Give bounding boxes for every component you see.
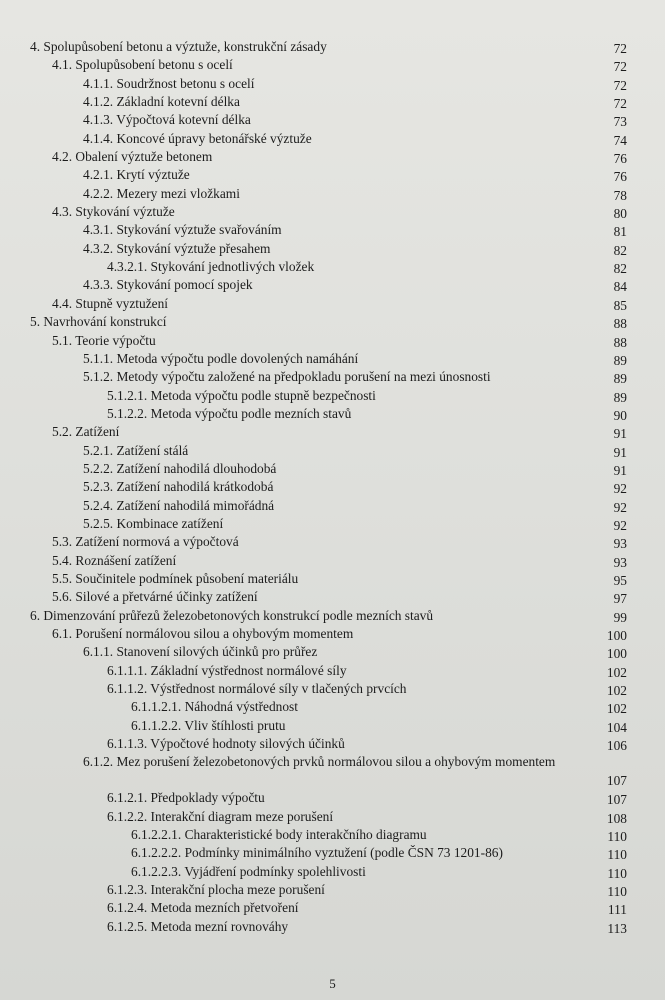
toc-entry-page: 76 [613,169,627,185]
toc-entry-title: 5.1.1. Metoda výpočtu podle dovolených namáhání [83,350,359,366]
toc-entry [0,93,665,111]
toc-entry-page: 72 [613,59,627,75]
toc-entry [0,166,665,184]
toc-entry-title: 6.1.2.2.2. Podmínky minimálního vyztužení (podle ČSN 73 1201-86) [131,845,503,861]
toc-entry [0,185,665,203]
toc-entry [0,38,665,56]
toc-entry-page: 102 [606,664,627,680]
toc-entry-title: 5.2. Zatížení [52,424,120,440]
toc-entry-title: 5.1.2. Metody výpočtu založené na předpokladu porušení na mezi únosnosti [83,369,491,385]
table-of-contents [0,38,665,936]
toc-entry-page: 82 [613,242,627,258]
toc-entry-page: 91 [613,426,627,442]
toc-entry [0,863,665,881]
toc-entry [0,698,665,716]
toc-entry [0,753,665,789]
toc-entry [0,717,665,735]
toc-entry [0,56,665,74]
toc-entry [0,497,665,515]
toc-entry-title: 5.2.4. Zatížení nahodilá mimořádná [83,497,275,513]
toc-entry-page: 92 [613,517,627,533]
toc-entry-title: 6.1.1. Stanovení silových účinků pro průřez [83,644,318,660]
toc-entry-title: 6.1.1.2.2. Vliv štíhlosti prutu [131,717,286,733]
toc-entry-page: 108 [606,810,627,826]
toc-entry-title: 6.1.2.5. Metoda mezní rovnováhy [107,918,289,934]
toc-entry-page: 72 [613,96,627,112]
toc-entry-page: 92 [613,499,627,515]
toc-entry-title: 6.1.2.2.1. Charakteristické body interakčního diagramu [131,827,427,843]
toc-entry [0,881,665,899]
toc-entry [0,423,665,441]
toc-entry-title: 4.2. Obalení výztuže betonem [52,149,213,165]
toc-entry-title: 6.1.1.2. Výstřednost normálové síly v tlačených prvcích [107,681,407,697]
toc-entry-page: 81 [613,224,627,240]
toc-entry [0,662,665,680]
toc-entry [0,844,665,862]
toc-entry-title: 4.1.4. Koncové úpravy betonářské výztuže [83,130,312,146]
toc-entry [0,625,665,643]
toc-entry [0,75,665,93]
toc-entry-page: 110 [607,829,627,845]
toc-entry [0,442,665,460]
toc-entry-page: 104 [606,719,627,735]
toc-entry-page: 91 [613,462,627,478]
toc-entry-title: 6.1. Porušení normálovou silou a ohybovým momentem [52,626,354,641]
toc-entry-page: 110 [607,884,627,900]
toc-entry [0,368,665,386]
toc-entry-title: 4.1.1. Soudržnost betonu s ocelí [83,75,255,91]
toc-entry-page: 97 [613,591,627,607]
toc-entry [0,588,665,606]
toc-entry-title: 5.2.5. Kombinace zatížení [83,515,224,531]
toc-entry-page: 90 [613,407,627,423]
toc-entry-title: 6.1.2.2. Interakční diagram meze porušení [107,808,334,824]
toc-entry-page: 107 [606,792,627,808]
toc-entry [0,405,665,423]
toc-entry-page: 72 [613,77,627,93]
toc-entry [0,533,665,551]
toc-entry [0,826,665,844]
toc-entry-title: 5.1.2.2. Metoda výpočtu podle mezních stavů [107,405,352,421]
toc-entry-title: 4.1.3. Výpočtová kotevní délka [83,112,251,128]
page-number: 5 [329,976,336,991]
toc-entry-page: 91 [613,444,627,460]
toc-entry [0,313,665,331]
toc-entry-title: 4. Spolupůsobení betonu a výztuže, konstrukční zásady [30,39,327,54]
toc-entry [0,350,665,368]
toc-entry-page: 107 [606,773,627,789]
toc-entry-page: 110 [607,865,627,881]
toc-entry-page: 74 [613,132,627,148]
toc-entry-page: 92 [613,481,627,497]
toc-entry-title: 5.5. Součinitele podmínek působení materiálu [52,570,299,586]
toc-entry-title: 5.4. Roznášení zatížení [52,552,177,568]
toc-entry [0,789,665,807]
toc-entry [0,478,665,496]
toc-entry [0,276,665,294]
toc-entry-page: 88 [613,316,627,332]
toc-entry-title: 6.1.1.1. Základní výstřednost normálové síly [107,662,347,678]
toc-entry-title: 5.3. Zatížení normová a výpočtová [52,534,239,550]
toc-entry [0,111,665,129]
toc-entry-page: 76 [613,151,627,167]
toc-entry-title: 5.2.1. Zatížení stálá [83,442,189,458]
toc-entry-page: 113 [607,920,627,936]
toc-entry-title: 4.3.2. Stykování výztuže přesahem [83,240,271,256]
toc-entry-page: 85 [613,297,627,313]
toc-entry-page: 100 [606,628,627,643]
toc-entry-title: 6.1.2.2.3. Vyjádření podmínky spolehlivosti [131,863,366,879]
toc-entry-page: 89 [613,352,627,368]
toc-entry-title: 4.3.2.1. Stykování jednotlivých vložek [107,259,315,275]
toc-entry-page: 80 [613,206,627,222]
toc-entry-page: 89 [613,389,627,405]
toc-entry-title: 6.1.1.2.1. Náhodná výstřednost [131,699,298,715]
toc-entry-title: 4.3.1. Stykování výztuže svařováním [83,222,282,238]
toc-entry-title: 5.1.2.1. Metoda výpočtu podle stupně bezpečnosti [107,387,376,403]
toc-entry [0,899,665,917]
toc-entry [0,258,665,276]
toc-entry [0,148,665,166]
toc-entry-page: 111 [607,902,627,918]
toc-entry [0,607,665,625]
toc-entry-page: 89 [613,371,627,387]
toc-entry-page: 93 [613,536,627,552]
toc-entry-title: 5.2.2. Zatížení nahodilá dlouhodobá [83,460,277,476]
toc-entry [0,221,665,239]
toc-entry-page: 99 [613,609,627,625]
toc-entry [0,735,665,753]
toc-entry-title: 4.3. Stykování výztuže [52,204,175,220]
toc-entry-title: 4.4. Stupně vyztužení [52,295,169,311]
toc-entry-page: 93 [613,554,627,570]
toc-entry-page: 73 [613,114,627,130]
toc-entry-title: 6.1.2.3. Interakční plocha meze porušení [107,882,325,898]
toc-entry [0,643,665,661]
toc-entry [0,460,665,478]
toc-entry-title: 4.2.1. Krytí výztuže [83,167,190,183]
toc-entry-title: 6.1.2. Mez porušení železobetonových prvků normálovou silou a ohybovým momentem [83,754,556,770]
toc-entry-title: 6. Dimenzování průřezů železobetonových konstrukcí podle mezních stavů [30,607,434,623]
toc-entry-title: 5.6. Silové a přetvárné účinky zatížení [52,589,258,605]
toc-entry-title: 5. Navrhování konstrukcí [30,314,167,330]
toc-entry [0,515,665,533]
toc-entry-page: 84 [613,279,627,295]
toc-entry-page: 100 [606,646,627,662]
toc-entry-page: 72 [613,41,627,56]
toc-entry-page: 95 [613,572,627,588]
toc-entry [0,680,665,698]
toc-entry-title: 5.2.3. Zatížení nahodilá krátkodobá [83,479,274,495]
toc-entry-title: 6.1.1.3. Výpočtové hodnoty silových účinků [107,736,345,752]
toc-entry-page: 88 [613,334,627,350]
toc-entry-title: 5.1. Teorie výpočtu [52,332,156,348]
toc-entry-title: 4.1.2. Základní kotevní délka [83,94,240,110]
toc-entry-page: 102 [606,683,627,699]
toc-entry-title: 4.2.2. Mezery mezi vložkami [83,185,240,201]
toc-entry-page: 102 [606,701,627,717]
toc-entry-page: 78 [613,187,627,203]
toc-entry [0,130,665,148]
toc-entry-page: 110 [607,847,627,863]
toc-entry-page: 106 [606,738,627,754]
toc-entry [0,387,665,405]
toc-entry [0,552,665,570]
toc-entry [0,203,665,221]
toc-entry-title: 4.1. Spolupůsobení betonu s ocelí [52,57,233,73]
toc-entry [0,240,665,258]
toc-entry-title: 6.1.2.1. Předpoklady výpočtu [107,790,265,806]
toc-entry [0,808,665,826]
toc-entry [0,332,665,350]
toc-entry [0,918,665,936]
toc-entry [0,295,665,313]
toc-entry-title: 6.1.2.4. Metoda mezních přetvoření [107,900,299,916]
toc-entry-title: 4.3.3. Stykování pomocí spojek [83,277,253,293]
toc-entry-page: 82 [613,261,627,277]
toc-entry [0,570,665,588]
